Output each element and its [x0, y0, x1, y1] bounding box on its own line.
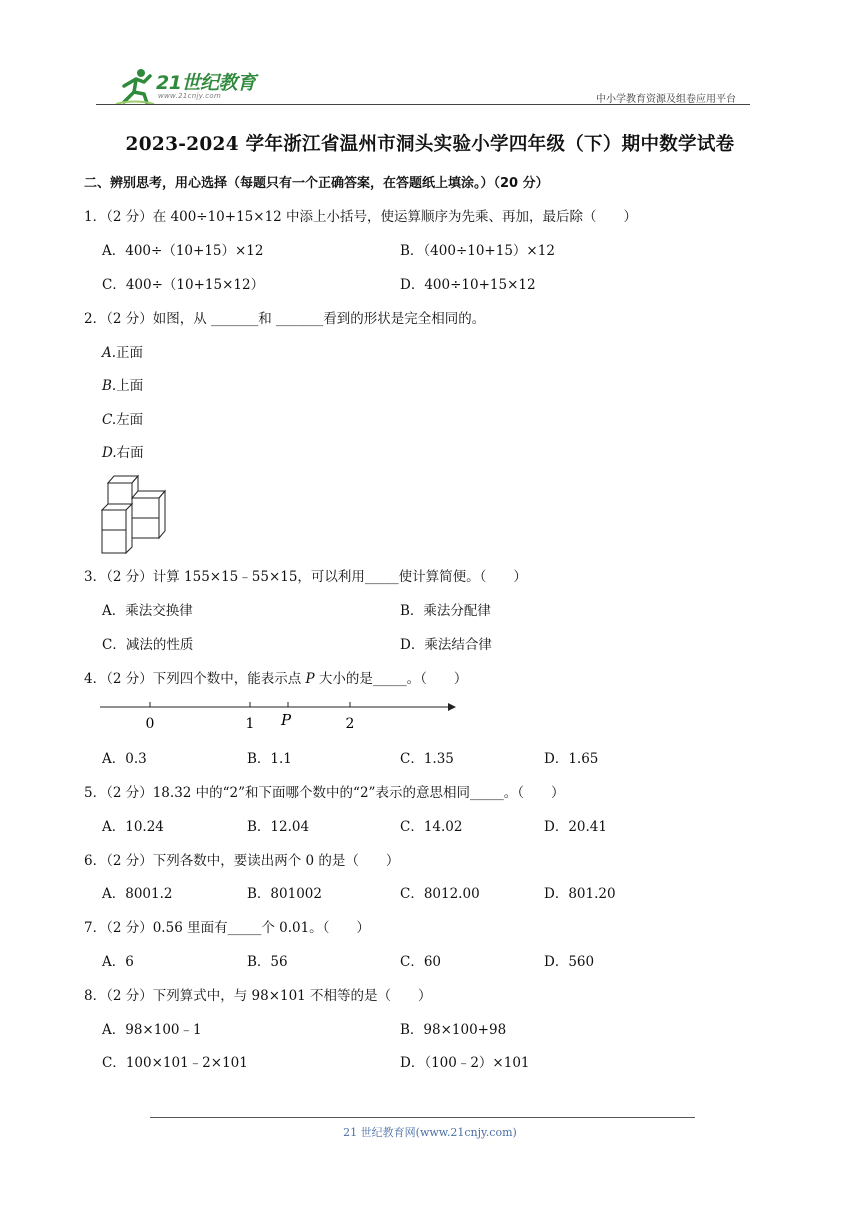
q4-option-a[interactable]: A．0.3 [102, 751, 147, 767]
q6-option-b[interactable]: B．801002 [247, 886, 322, 902]
q3-option-b[interactable]: B．乘法分配律 [400, 603, 491, 619]
header-divider [96, 104, 750, 105]
question-6: 6．（2 分）下列各数中，要读出两个 0 的是（ ） [84, 853, 400, 869]
question-4: 4．（2 分）下列四个数中，能表示点 P 大小的是_____。（ ） [84, 671, 468, 687]
q4-option-d[interactable]: D．1.65 [544, 751, 599, 767]
number-line [98, 697, 456, 733]
q3-option-c[interactable]: C．减法的性质 [102, 637, 194, 653]
q1-option-b[interactable]: B．（400÷10+15）×12 [400, 243, 555, 259]
footer-divider [150, 1117, 695, 1118]
logo-url: www.21cnjy.com [158, 92, 222, 100]
q6-option-c[interactable]: C．8012.00 [400, 886, 480, 902]
q6-option-d[interactable]: D．801.20 [544, 886, 616, 902]
q2-option-d[interactable]: D.右面 [102, 445, 144, 461]
q7-option-c[interactable]: C．60 [400, 954, 442, 970]
tick-label-1: 1 [245, 716, 255, 732]
q8-option-d[interactable]: D．（100﹣2）×101 [400, 1055, 530, 1071]
q1-option-d[interactable]: D．400÷10+15×12 [400, 277, 536, 293]
page-title: 2023-2024 学年浙江省温州市洞头实验小学四年级（下）期中数学试卷 [125, 134, 735, 155]
q3-option-a[interactable]: A．乘法交换律 [102, 603, 193, 619]
q1-option-a[interactable]: A．400÷（10+15）×12 [102, 243, 264, 259]
q8-option-b[interactable]: B．98×100+98 [400, 1022, 507, 1038]
q1-option-c[interactable]: C．400÷（10+15×12） [102, 277, 265, 293]
page-header [100, 62, 740, 110]
header-platform-text: 中小学教育资源及组卷应用平台 [596, 94, 736, 105]
q5-option-c[interactable]: C．14.02 [400, 819, 463, 835]
q4-option-b[interactable]: B．1.1 [247, 751, 292, 767]
q7-option-d[interactable]: D．560 [544, 954, 595, 970]
logo [114, 66, 264, 106]
q2-option-a[interactable]: A.正面 [102, 345, 144, 361]
q8-option-c[interactable]: C．100×101﹣2×101 [102, 1055, 248, 1071]
question-5: 5．（2 分）18.32 中的“2”和下面哪个数中的“2”表示的意思相同_____。（ ） [84, 785, 565, 801]
question-3: 3．（2 分）计算 155×15﹣55×15，可以利用_____使计算简便。（ ） [84, 569, 527, 585]
q4-option-c[interactable]: C．1.35 [400, 751, 454, 767]
tick-label-2: 2 [345, 716, 355, 732]
footer-text[interactable]: 21 世纪教育网(www.21cnjy.com) [343, 1126, 517, 1139]
q5-option-a[interactable]: A．10.24 [102, 819, 164, 835]
point-p-label: P [280, 711, 292, 729]
q7-option-a[interactable]: A．6 [102, 954, 134, 970]
q7-option-b[interactable]: B．56 [247, 954, 288, 970]
q2-option-b[interactable]: B.上面 [102, 378, 144, 394]
q5-option-b[interactable]: B．12.04 [247, 819, 310, 835]
q6-option-a[interactable]: A．8001.2 [102, 886, 173, 902]
question-8: 8．（2 分）下列算式中，与 98×101 不相等的是（ ） [84, 988, 432, 1004]
runner-logo-icon [114, 66, 156, 106]
q3-option-d[interactable]: D．乘法结合律 [400, 637, 492, 653]
q8-option-a[interactable]: A．98×100﹣1 [102, 1022, 202, 1038]
question-2: 2．（2 分）如图，从 _______和 _______看到的形状是完全相同的。 [84, 311, 486, 327]
tick-label-0: 0 [145, 716, 155, 732]
q5-option-d[interactable]: D．20.41 [544, 819, 607, 835]
question-1: 1．（2 分）在 400÷10+15×12 中添上小括号，使运算顺序为先乘、再加，最后除（ ） [84, 209, 638, 225]
cube-stack-figure [101, 473, 169, 555]
section-heading: 二、辨别思考，用心选择（每题只有一个正确答案，在答题纸上填涂。）（20 分） [84, 176, 549, 191]
question-7: 7．（2 分）0.56 里面有_____个 0.01。（ ） [84, 920, 370, 936]
q2-option-c[interactable]: C.左面 [102, 412, 144, 428]
logo-text: 21世纪教育 [156, 72, 256, 94]
